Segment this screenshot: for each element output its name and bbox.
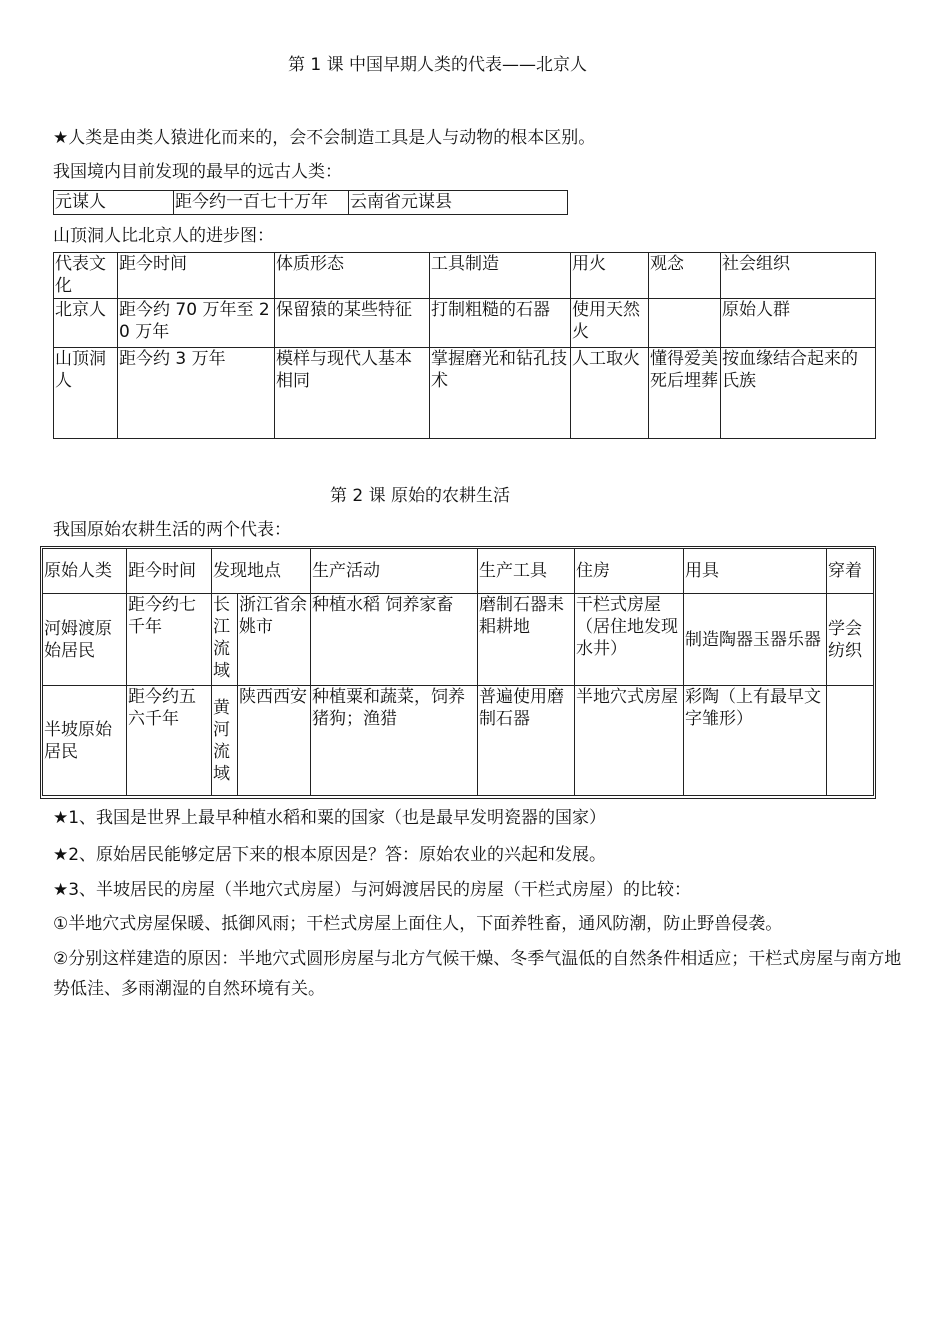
- header-cell: 距今时间: [118, 253, 275, 299]
- table-cell: 学会纺织: [827, 594, 874, 686]
- table-cell: 种植粟和蔬菜，饲养猪狗；渔猎: [311, 686, 478, 796]
- note-4: ①半地穴式房屋保暖、抵御风雨；干栏式房屋上面住人，下面养牲畜，通风防潮，防止野兽侵袭。: [53, 914, 783, 934]
- table-cell: 陕西西安: [238, 686, 311, 796]
- header-cell: 生产工具: [478, 549, 575, 594]
- earliest-human-intro: 我国境内目前发现的最早的远古人类：: [53, 162, 342, 182]
- table-row: [54, 348, 876, 439]
- earliest-name-cell: 元谋人: [54, 191, 174, 215]
- table-cell: 种植水稻 饲养家畜: [311, 594, 478, 686]
- table-cell: 干栏式房屋 （居住地发现水井）: [575, 594, 684, 686]
- lesson1-title: 第 1 课 中国早期人类的代表——北京人: [288, 55, 588, 75]
- table-cell: 按血缘结合起来的氏族: [721, 348, 876, 439]
- table-cell: 浙江省余姚市: [238, 594, 311, 686]
- table-cell: 半坡原始居民: [43, 686, 127, 796]
- table-cell: 人工取火: [571, 348, 649, 439]
- header-cell: 用火: [571, 253, 649, 299]
- table-cell: 掌握磨光和钻孔技术: [430, 348, 571, 439]
- agriculture-table: [42, 548, 874, 796]
- note-5: ②分别这样建造的原因：半地穴式圆形房屋与北方气候干燥、冬季气温低的自然条件相适应；干栏式房屋与南方地势低洼、多雨潮湿的自然环境有关。: [53, 949, 902, 999]
- header-cell: 用具: [684, 549, 827, 594]
- header-cell: 穿着: [827, 549, 874, 594]
- header-cell: 社会组织: [721, 253, 876, 299]
- note-1: ★1、我国是世界上最早种植水稻和粟的国家（也是最早发明瓷器的国家）: [53, 808, 607, 828]
- table-cell: 普遍使用磨制石器: [478, 686, 575, 796]
- note-2: ★2、原始居民能够定居下来的根本原因是？答：原始农业的兴起和发展。: [53, 845, 607, 865]
- table-cell: 北京人: [54, 299, 118, 348]
- table-row: [43, 594, 874, 686]
- header-cell: 体质形态: [275, 253, 430, 299]
- table-cell: 半地穴式房屋: [575, 686, 684, 796]
- table-cell: 距今约 3 万年: [118, 348, 275, 439]
- header-cell: 代表文化: [54, 253, 118, 299]
- table-cell: 距今约五六千年: [127, 686, 212, 796]
- table-cell: 原始人群: [721, 299, 876, 348]
- table-cell: 距今约七千年: [127, 594, 212, 686]
- header-cell: 观念: [649, 253, 721, 299]
- header-cell: 住房: [575, 549, 684, 594]
- table-row: [54, 299, 876, 348]
- table-cell: 懂得爱美 死后埋葬: [649, 348, 721, 439]
- progress-header-row: [54, 253, 876, 299]
- table-row: [43, 686, 874, 796]
- table-cell: 使用天然火: [571, 299, 649, 348]
- earliest-time-cell: 距今约一百七十万年: [174, 191, 349, 215]
- table-cell: 打制粗糙的石器: [430, 299, 571, 348]
- note-3: ★3、半坡居民的房屋（半地穴式房屋）与河姆渡居民的房屋（干栏式房屋）的比较：: [53, 880, 692, 900]
- table-cell: 磨制石器耒耜耕地: [478, 594, 575, 686]
- header-cell: 工具制造: [430, 253, 571, 299]
- header-cell: 生产活动: [311, 549, 478, 594]
- table-cell: [649, 299, 721, 348]
- table-cell: 距今约 70 万年至 20 万年: [118, 299, 275, 348]
- progress-table: [53, 252, 876, 439]
- table-cell: 模样与现代人基本相同: [275, 348, 430, 439]
- agriculture-header-row: [43, 549, 874, 594]
- earliest-place-cell: 云南省元谋县: [349, 191, 568, 215]
- table-cell: 保留猿的某些特征: [275, 299, 430, 348]
- table-cell: 彩陶（上有最早文字雏形）: [684, 686, 827, 796]
- table-cell: 河姆渡原始居民: [43, 594, 127, 686]
- lesson2-title: 第 2 课 原始的农耕生活: [330, 486, 511, 506]
- table-cell: 山顶洞人: [54, 348, 118, 439]
- header-cell: 发现地点: [212, 549, 311, 594]
- lesson1-star-line: ★人类是由类人猿进化而来的，会不会制造工具是人与动物的根本区别。: [53, 128, 596, 148]
- table-cell: 制造陶器玉器乐器: [684, 594, 827, 686]
- earliest-human-table: [53, 190, 568, 215]
- lesson2-intro: 我国原始农耕生活的两个代表：: [53, 520, 291, 540]
- progress-intro: 山顶洞人比北京人的进步图：: [53, 226, 274, 246]
- header-cell: 原始人类: [43, 549, 127, 594]
- table-cell: 黄河流域: [212, 686, 238, 796]
- header-cell: 距今时间: [127, 549, 212, 594]
- table-cell: 长江流域: [212, 594, 238, 686]
- table-cell: [827, 686, 874, 796]
